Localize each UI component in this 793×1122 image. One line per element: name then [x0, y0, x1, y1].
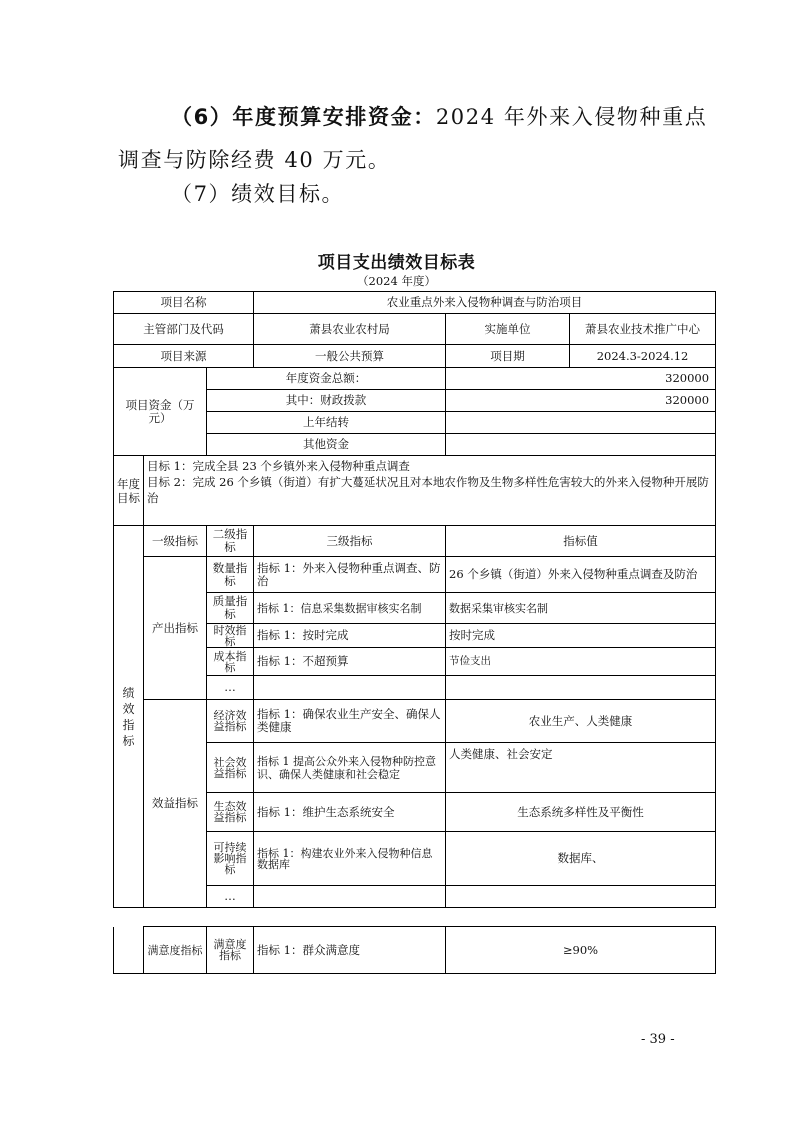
empty-cell: [446, 676, 716, 700]
satisfaction-indicator: 指标 1：群众满意度: [254, 927, 446, 974]
social-indicator: 指标 1 提高公众外来入侵物种防控意识、确保人类健康和社会稳定: [254, 743, 446, 793]
fund-total: 320000: [446, 368, 716, 390]
fund-total-label: 年度资金总额：: [207, 368, 446, 390]
fund-other: [446, 434, 716, 456]
cost-label: 成本指标: [207, 648, 254, 676]
table-row: [114, 700, 716, 743]
table-row: [114, 526, 716, 557]
table-row: [114, 927, 716, 974]
social-label: 社会效益指标: [207, 743, 254, 793]
output-label: 产出指标: [144, 557, 207, 700]
qty-value: 26 个乡镇（街道）外来入侵物种重点调查及防治: [446, 557, 716, 593]
time-label: 时效指标: [207, 624, 254, 648]
table-row: [114, 292, 716, 314]
fund-fiscal-label: 其中：财政拨款: [207, 390, 446, 412]
quality-label: 质量指标: [207, 593, 254, 624]
header-level1: 一级指标: [144, 526, 207, 557]
output-ellipsis: …: [207, 676, 254, 700]
satisfaction-label: 满意度指标: [144, 927, 207, 974]
table-row: [114, 314, 716, 345]
paragraph-budget-cont: 调查与防除经费 40 万元。: [118, 148, 391, 172]
econ-label: 经济效益指标: [207, 700, 254, 743]
fund-other-label: 其他资金: [207, 434, 446, 456]
eco-indicator: 指标 1：维护生态系统安全: [254, 793, 446, 832]
benefit-label: 效益指标: [144, 700, 207, 908]
perf-label-cont: [114, 927, 144, 974]
econ-indicator: 指标 1：确保农业生产安全、确保人类健康: [254, 700, 446, 743]
impl-unit-label: 实施单位: [446, 314, 570, 345]
time-indicator: 指标 1：按时完成: [254, 624, 446, 648]
annual-goals: [144, 456, 716, 526]
table-year: （2024 年度）: [357, 274, 436, 288]
fund-carryover-label: 上年结转: [207, 412, 446, 434]
fund-fiscal: 320000: [446, 390, 716, 412]
qty-indicator: 指标 1：外来入侵物种重点调查、防治: [254, 557, 446, 593]
quality-indicator: 指标 1：信息采集数据审核实名制: [254, 593, 446, 624]
header-value: 指标值: [446, 526, 716, 557]
empty-cell: [446, 886, 716, 908]
project-name-label: 项目名称: [114, 292, 254, 314]
budget-label: （6）年度预算安排资金：: [171, 105, 436, 129]
satisfaction-wrapper: [113, 926, 716, 974]
table-title: 项目支出绩效目标表: [317, 253, 476, 273]
benefit-ellipsis: …: [207, 886, 254, 908]
period-label: 项目期: [446, 345, 570, 368]
quality-value: 数据采集审核实名制: [446, 593, 716, 624]
econ-value: 农业生产、人类健康: [446, 700, 716, 743]
fund-label: 项目资金（万元）: [114, 368, 207, 456]
annual-goal-label: 年度目标: [114, 456, 144, 526]
header-level2: 二级指标: [207, 526, 254, 557]
table-row: [114, 456, 716, 526]
source-label: 项目来源: [114, 345, 254, 368]
cost-value: 节俭支出: [446, 648, 716, 676]
header-level3: 三级指标: [254, 526, 446, 557]
budget-text: 2024 年外来入侵物种重点: [435, 105, 708, 129]
fund-carryover: [446, 412, 716, 434]
table-row: [114, 368, 716, 390]
performance-table: [113, 291, 716, 908]
social-value: 人类健康、社会安定: [446, 743, 716, 793]
table-row: [114, 557, 716, 593]
source: 一般公共预算: [254, 345, 446, 368]
goal-1: 目标 1：完成全县 23 个乡镇外来入侵物种重点调查: [147, 459, 410, 473]
impl-unit: 萧县农业技术推广中心: [570, 314, 716, 345]
satisfaction-table: [113, 926, 716, 974]
qty-label: 数量指标: [207, 557, 254, 593]
sustain-label: 可持续影响指标: [207, 832, 254, 886]
paragraph-budget: [171, 103, 707, 131]
perf-label: 绩 效 指 标: [114, 526, 144, 908]
cost-indicator: 指标 1：不超预算: [254, 648, 446, 676]
sustain-indicator: 指标 1：构建农业外来入侵物种信息数据库: [254, 832, 446, 886]
dept-label: 主管部门及代码: [114, 314, 254, 345]
empty-cell: [254, 886, 446, 908]
satisfaction-value: ≥90%: [446, 927, 716, 974]
table-row: [114, 345, 716, 368]
satisfaction-sub-label: 满意度指标: [207, 927, 254, 974]
performance-table-wrapper: [113, 291, 716, 908]
eco-label: 生态效益指标: [207, 793, 254, 832]
dept: 萧县农业农村局: [254, 314, 446, 345]
eco-value: 生态系统多样性及平衡性: [446, 793, 716, 832]
goal-2: 目标 2：完成 26 个乡镇（街道）有扩大蔓延状况且对本地农作物及生物多样性危害较大的外来入侵物种开展防治: [147, 475, 709, 505]
time-value: 按时完成: [446, 624, 716, 648]
project-name: 农业重点外来入侵物种调查与防治项目: [254, 292, 716, 314]
period: 2024.3-2024.12: [570, 345, 716, 368]
empty-cell: [254, 676, 446, 700]
paragraph-goals: （7）绩效目标。: [171, 182, 345, 206]
page-number: - 39 -: [641, 1032, 675, 1047]
sustain-value: 数据库、: [446, 832, 716, 886]
